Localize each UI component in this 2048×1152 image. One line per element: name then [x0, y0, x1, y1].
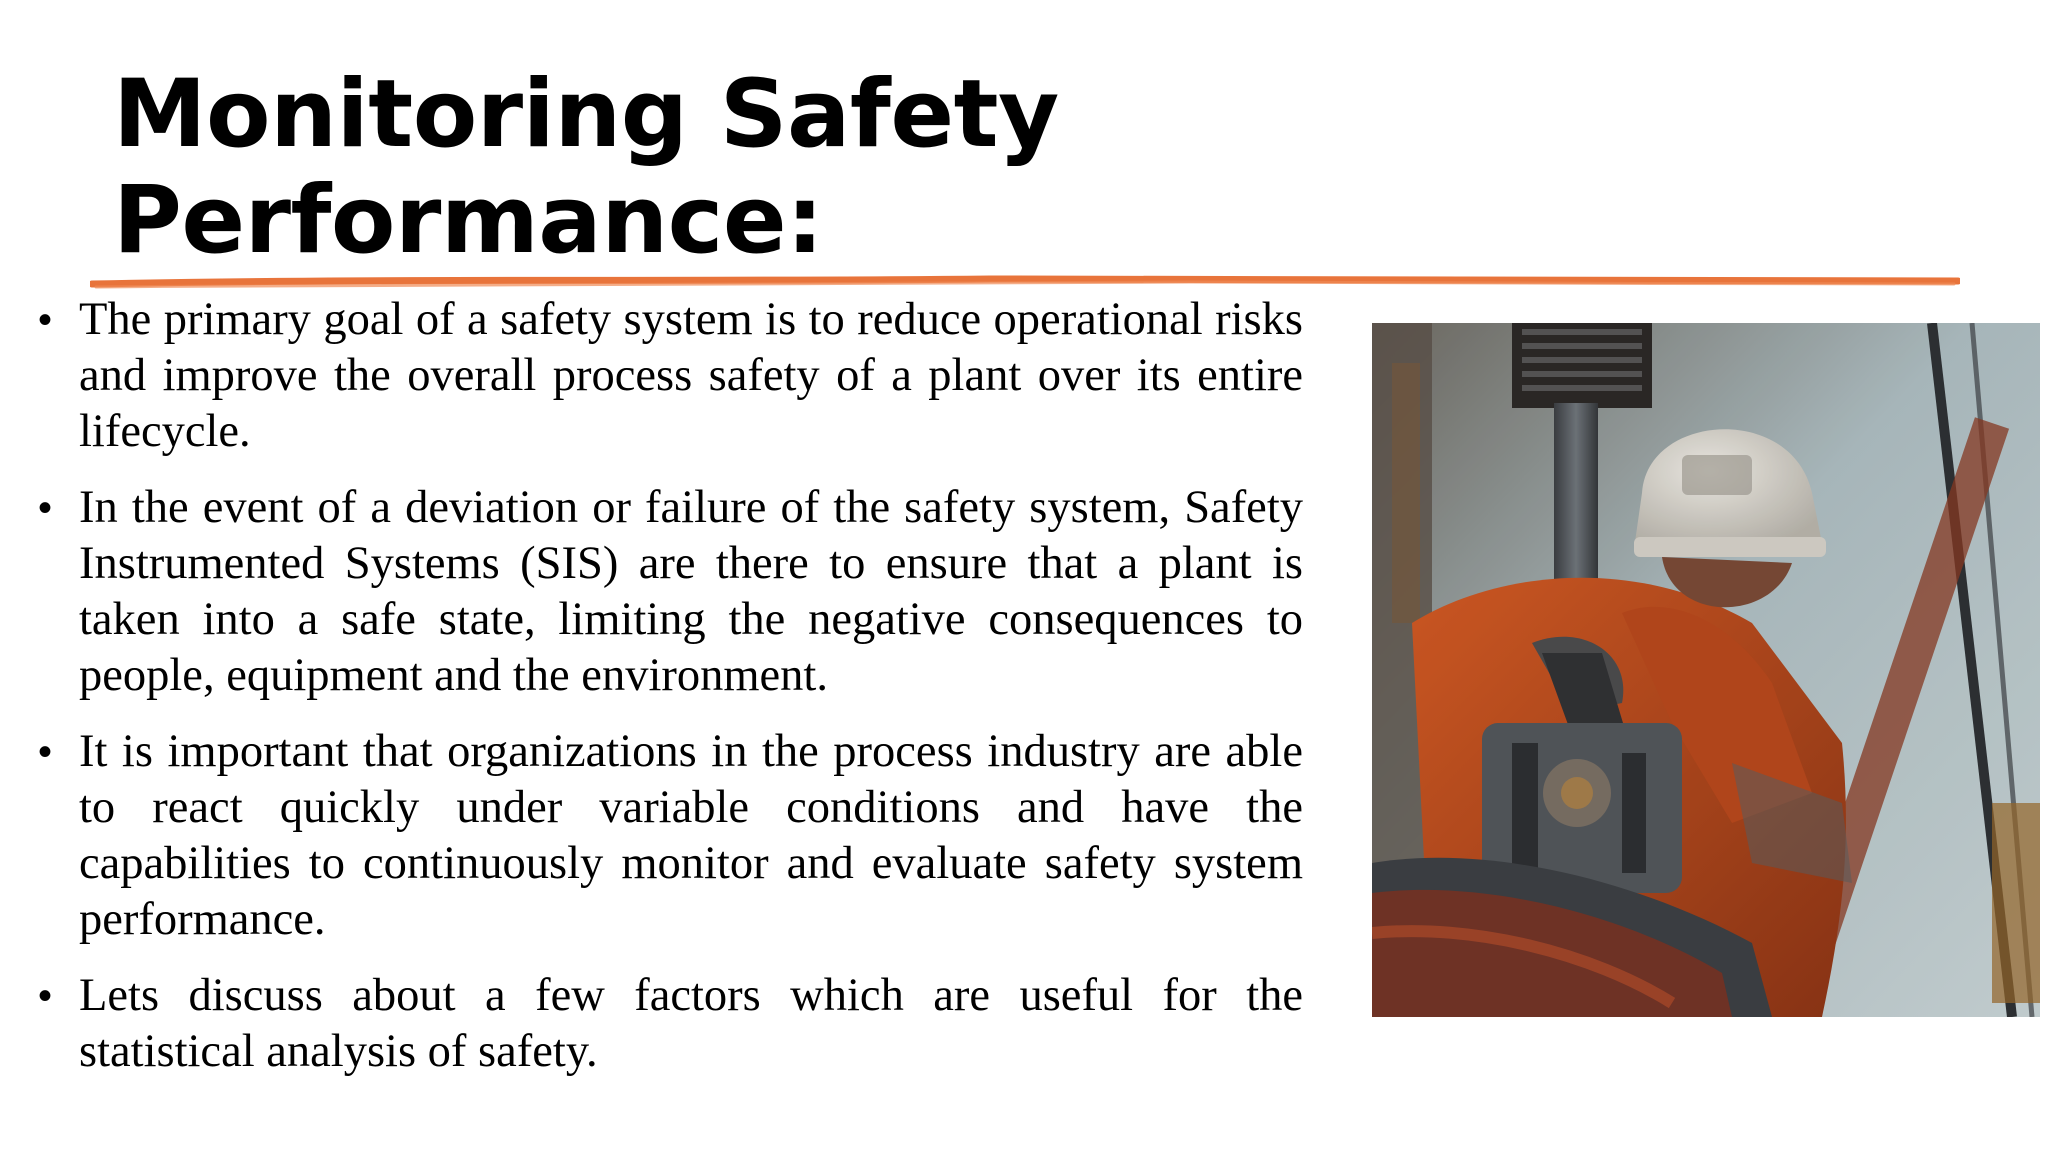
- bullet-marker: •: [38, 974, 53, 1018]
- bullet-marker: •: [38, 486, 53, 530]
- bullet-item: [38, 292, 1303, 460]
- bullet-marker: •: [38, 730, 53, 774]
- title-line-1: Monitoring Safety: [113, 60, 1059, 169]
- bullet-text: Lets discuss about a few factors which are useful for the statistical analysis of safety.: [79, 970, 1303, 1077]
- worker-photo: [1372, 323, 2040, 1017]
- bullet-item: [38, 724, 1303, 948]
- bullet-text: It is important that organizations in the process industry are able to react quickly under variable conditions and have the capabilities to continuously monitor and evaluate safety system performance.: [79, 726, 1303, 945]
- bullet-text: The primary goal of a safety system is to reduce operational risks and improve the overall process safety of a plant over its entire lifecycle.: [79, 294, 1303, 457]
- slide-title: [113, 62, 1413, 274]
- bullet-marker: •: [38, 298, 53, 342]
- worker-illustration: [1372, 323, 2040, 1017]
- bullet-list: [38, 292, 1303, 1100]
- bullet-text: In the event of a deviation or failure of the safety system, Safety Instrumented Systems (SIS) are there to ensure that a plant is taken into a safe state, limiting the negative consequences to people, equipment and the environment.: [79, 482, 1303, 701]
- bullet-item: [38, 968, 1303, 1080]
- title-line-2: Performance:: [113, 166, 824, 275]
- bullet-item: [38, 480, 1303, 704]
